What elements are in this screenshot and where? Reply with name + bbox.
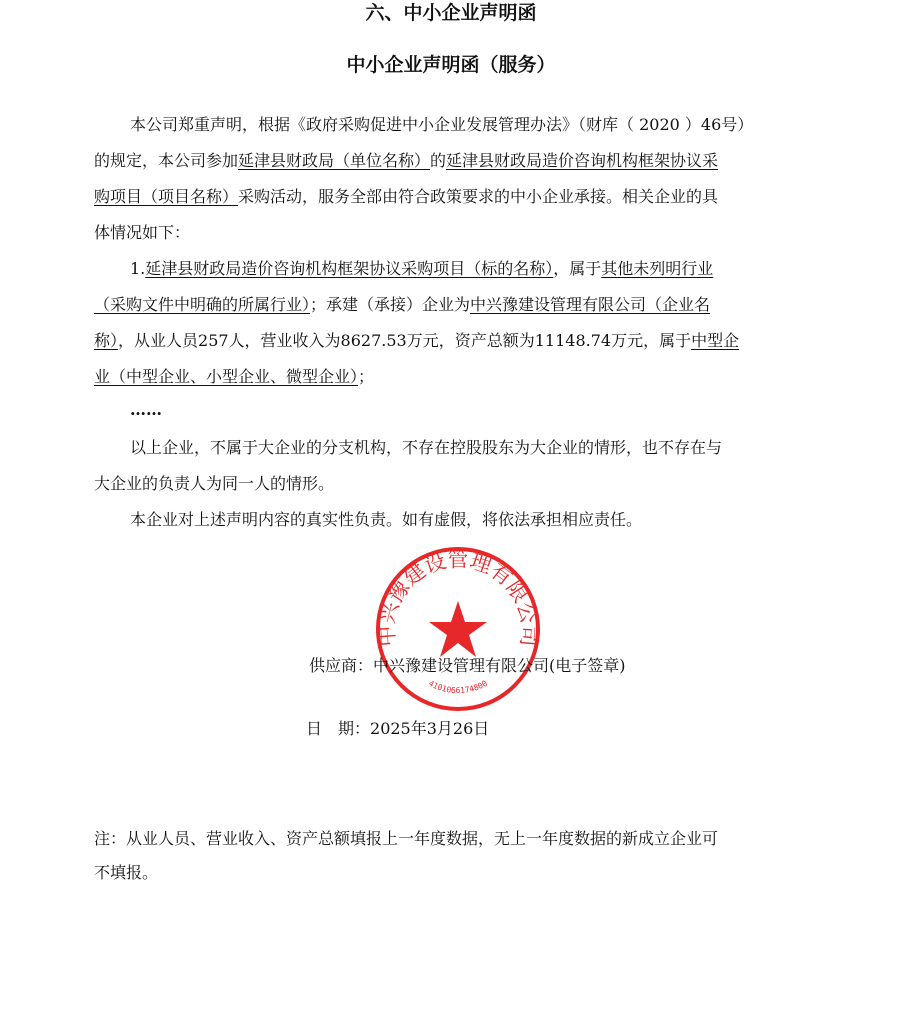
- item-1-line-3: [94, 328, 739, 354]
- project-name: 延津县财政局造价咨询机构框架协议采: [446, 151, 719, 170]
- text: 的: [430, 151, 447, 170]
- item-1-line-2: [94, 292, 710, 318]
- section-title: 六、中小企业声明函: [365, 2, 537, 24]
- subject-name: 延津县财政局造价咨询机构框架协议采购项目（标的名称）: [145, 259, 554, 278]
- paragraph-1-line-4: 体情况如下：: [94, 223, 191, 242]
- date-label: 日 期：: [306, 719, 371, 738]
- note-line-2: 不填报。: [94, 863, 159, 882]
- text: ；承建（承接）企业为: [310, 295, 471, 314]
- company-name: 中兴豫建设管理有限公司（企业名: [470, 295, 711, 314]
- paragraph-2-line-2: 大企业的负责人为同一人的情形。: [94, 474, 335, 493]
- item-number: 1.: [130, 259, 146, 278]
- item-1-line-4: [94, 364, 374, 390]
- industry-note: （采购文件中明确的所属行业）: [94, 295, 311, 314]
- text: 采购活动，服务全部由符合政策要求的中小企业承接。相关企业的具: [238, 187, 719, 206]
- project-name-cont: 购项目（项目名称）: [94, 187, 239, 206]
- text: 的规定，本公司参加: [94, 151, 239, 170]
- text: ，从业人员257人，营业收入为8627.53万元，资产总额为11148.74万元，属于: [118, 331, 692, 350]
- date-line: [306, 716, 489, 739]
- date-value: 2025年3月26日: [370, 719, 490, 738]
- seal-company-text: 中兴豫建设管理有限公司: [374, 547, 542, 648]
- paragraph-3: 本企业对上述声明内容的真实性负责。如有虚假，将依法承担相应责任。: [130, 510, 643, 529]
- item-1-line-1: [130, 256, 713, 282]
- paragraph-1-line-3: [94, 184, 718, 210]
- text: ；: [358, 367, 375, 386]
- star-icon: [429, 601, 487, 657]
- unit-name: 延津县财政局（单位名称）: [238, 151, 431, 170]
- text: ，属于: [553, 259, 602, 278]
- ellipsis: ……: [130, 400, 162, 419]
- paragraph-1-line-2: [94, 148, 718, 174]
- company-name-cont: 称）: [94, 331, 119, 350]
- supplier-line: [309, 653, 626, 676]
- paragraph-1-line-1: 本公司郑重声明，根据《政府采购促进中小企业发展管理办法》（财库（ 2020 ）46号）: [130, 115, 754, 134]
- enterprise-type-cont: 业（中型企业、小型企业、微型企业）: [94, 367, 359, 386]
- supplier-label: 供应商：: [309, 656, 374, 675]
- company-seal: [372, 543, 544, 715]
- paragraph-2-line-1: 以上企业，不属于大企业的分支机构，不存在控股股东为大企业的情形，也不存在与: [130, 438, 723, 457]
- enterprise-type: 中型企: [691, 331, 740, 350]
- document-title: 中小企业声明函（服务）: [346, 54, 556, 76]
- supplier-name: 中兴豫建设管理有限公司(电子签章): [373, 656, 626, 675]
- industry: 其他未列明行业: [601, 259, 714, 278]
- note-line-1: 注：从业人员、营业收入、资产总额填报上一年度数据，无上一年度数据的新成立企业可: [94, 829, 719, 848]
- seal-number: 4101066174800: [427, 678, 489, 696]
